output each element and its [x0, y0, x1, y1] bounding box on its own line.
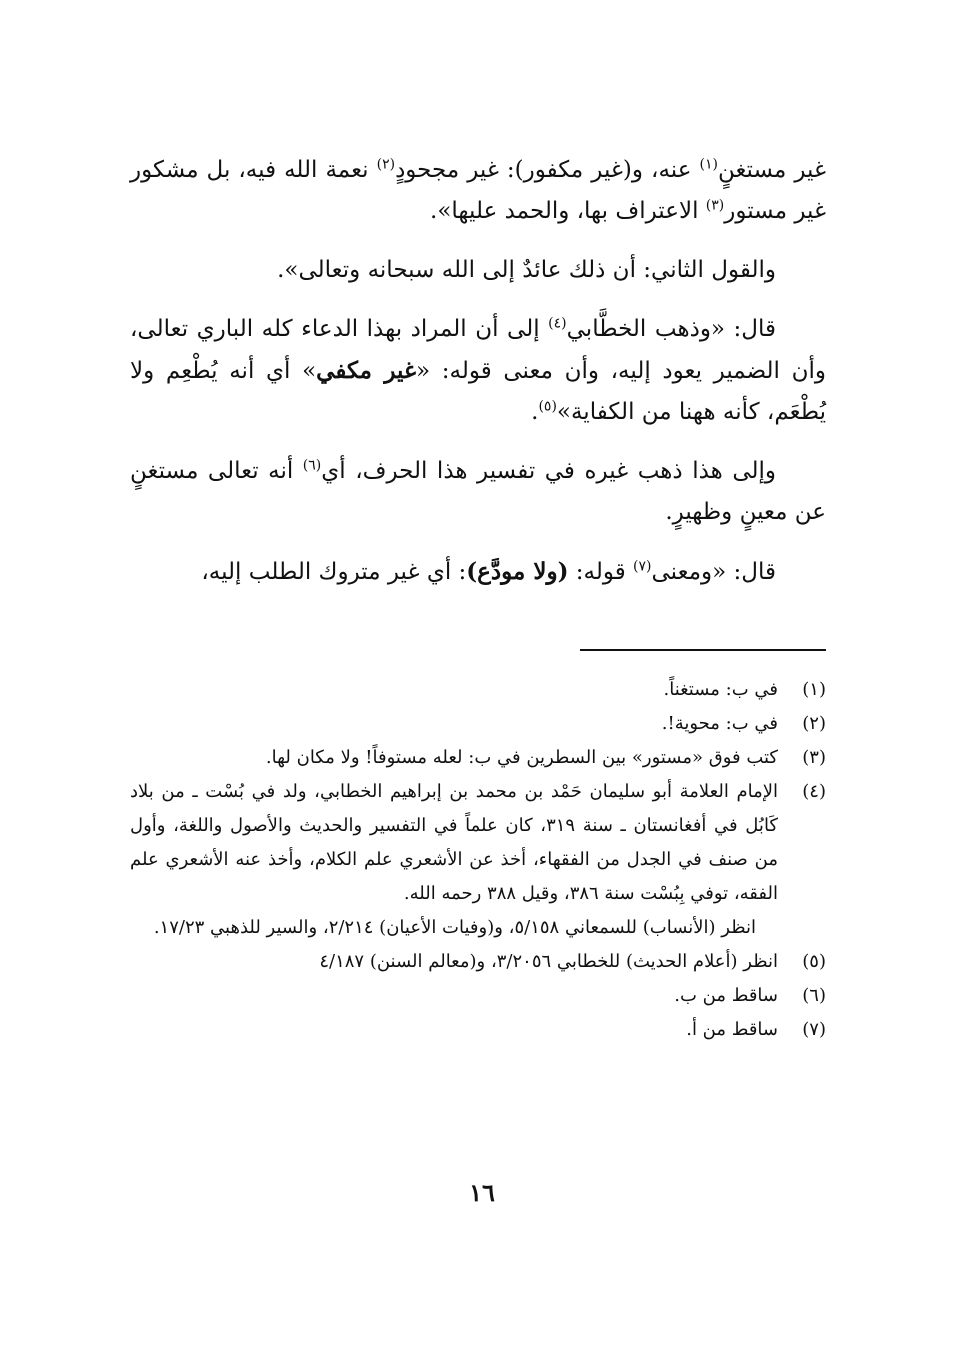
paragraph-5-text-c: : أي غير متروك الطلب إليه، — [201, 559, 467, 585]
footnote-7 — [130, 1013, 826, 1047]
footnote-1 — [130, 673, 826, 707]
footnote-ref-2[interactable]: (٢) — [376, 156, 396, 173]
footnote-4 — [130, 775, 826, 911]
footnote-4-sources: انظر (الأنساب) للسمعاني ٥/١٥٨، و(وفيات الأعيان) ٢/٢١٤، والسير للذهبي ١٧/٢٣. — [153, 917, 756, 938]
paragraph-4-text-a: وإلى هذا ذهب غيره في تفسير هذا الحرف، أي — [321, 458, 776, 484]
paragraph-3-text-c: » أي أنه يُطْعِم ولا يُطْعَم، كأنه ههنا من الكفاية» — [130, 358, 826, 425]
footnote-text: ساقط من ب. — [674, 985, 778, 1006]
footnote-separator — [580, 649, 826, 651]
footnote-2 — [130, 707, 826, 741]
paragraph-5-text-b: قوله: — [568, 559, 634, 585]
footnote-number: (١) — [802, 679, 826, 700]
paragraph-3 — [130, 309, 826, 433]
footnote-ref-7[interactable]: (٧) — [633, 558, 652, 575]
paragraph-5 — [130, 551, 826, 593]
quoted-term-wala-mudda: (ولا مودَّع) — [466, 558, 569, 585]
main-text — [130, 150, 826, 593]
paragraph-1-text-c: نعمة الله فيه، بل مشكور غير مستور — [130, 157, 826, 224]
paragraph-2 — [130, 250, 826, 291]
paragraph-5-text-a: قال: «ومعنى — [651, 559, 776, 585]
footnote-5 — [130, 945, 826, 979]
footnote-number: (٤) — [802, 781, 826, 802]
footnote-number: (٣) — [802, 747, 826, 768]
footnote-number: (٧) — [802, 1019, 826, 1040]
footnote-text: ساقط من أ. — [686, 1019, 778, 1040]
footnote-text: في ب: مستغناً. — [663, 679, 778, 700]
footnote-number: (٦) — [802, 985, 826, 1006]
footnote-text: في ب: محوية!. — [661, 713, 778, 734]
paragraph-1 — [130, 150, 826, 232]
quoted-term-ghayr-makfi: غير مكفي — [316, 357, 417, 384]
footnote-6 — [130, 979, 826, 1013]
footnote-ref-6[interactable]: (٦) — [302, 457, 322, 474]
page — [130, 150, 826, 1230]
paragraph-1-text-d: الاعتراف بها، والحمد عليها». — [430, 198, 706, 224]
paragraph-4-text-b: أنه تعالى مستغنٍ عن معينٍ وظهيرٍ. — [130, 458, 826, 525]
footnote-ref-5[interactable]: (٥) — [538, 398, 557, 415]
paragraph-1-text-b: عنه، و(غير مكفور): غير مجحودٍ — [395, 157, 700, 183]
footnote-text: الإمام العلامة أبو سليمان حَمْد بن محمد بن إبراهيم الخطابي، ولد في بُسْت ـ من بلاد كَابُل في أفغانستان ـ سنة ٣١٩، كان علماً في التفسير والحديث والأصول واللغة، وأول من صنف في الجدل من الفقهاء، أخذ عن الأشعري علم الكلام، وأخذ عنه الأشعري علم الفقه، توفي بِبُسْت سنة ٣٨٦، وقيل ٣٨٨ رحمه الله. — [130, 781, 778, 904]
page-number: ١٦ — [469, 1178, 495, 1207]
paragraph-2-text: والقول الثاني: أن ذلك عائدٌ إلى الله سبحانه وتعالى». — [277, 257, 776, 283]
footnote-text: كتب فوق «مستور» بين السطرين في ب: لعله مستوفاً! ولا مكان لها. — [265, 747, 778, 768]
paragraph-4 — [130, 451, 826, 533]
paragraph-3-text-a: قال: «وذهب الخطَّابي — [566, 316, 776, 342]
footnote-number: (٢) — [802, 713, 826, 734]
footnote-ref-1[interactable]: (١) — [699, 156, 718, 173]
footnotes — [130, 673, 826, 1047]
footnote-3 — [130, 741, 826, 775]
paragraph-3-text-b: إلى أن المراد بهذا الدعاء كله الباري تعالى، وأن الضمير يعود إليه، وأن معنى قوله: « — [130, 316, 827, 384]
paragraph-1-text-a: غير مستغنٍ — [717, 157, 826, 183]
footnote-ref-3[interactable]: (٣) — [705, 197, 725, 214]
footnote-text: انظر (أعلام الحديث) للخطابي ٣/٢٠٥٦، و(معالم السنن) ٤/١٨٧ — [319, 951, 778, 972]
footnote-number: (٥) — [802, 951, 826, 972]
footnote-ref-4[interactable]: (٤) — [548, 315, 567, 332]
paragraph-3-text-d: . — [531, 399, 539, 425]
